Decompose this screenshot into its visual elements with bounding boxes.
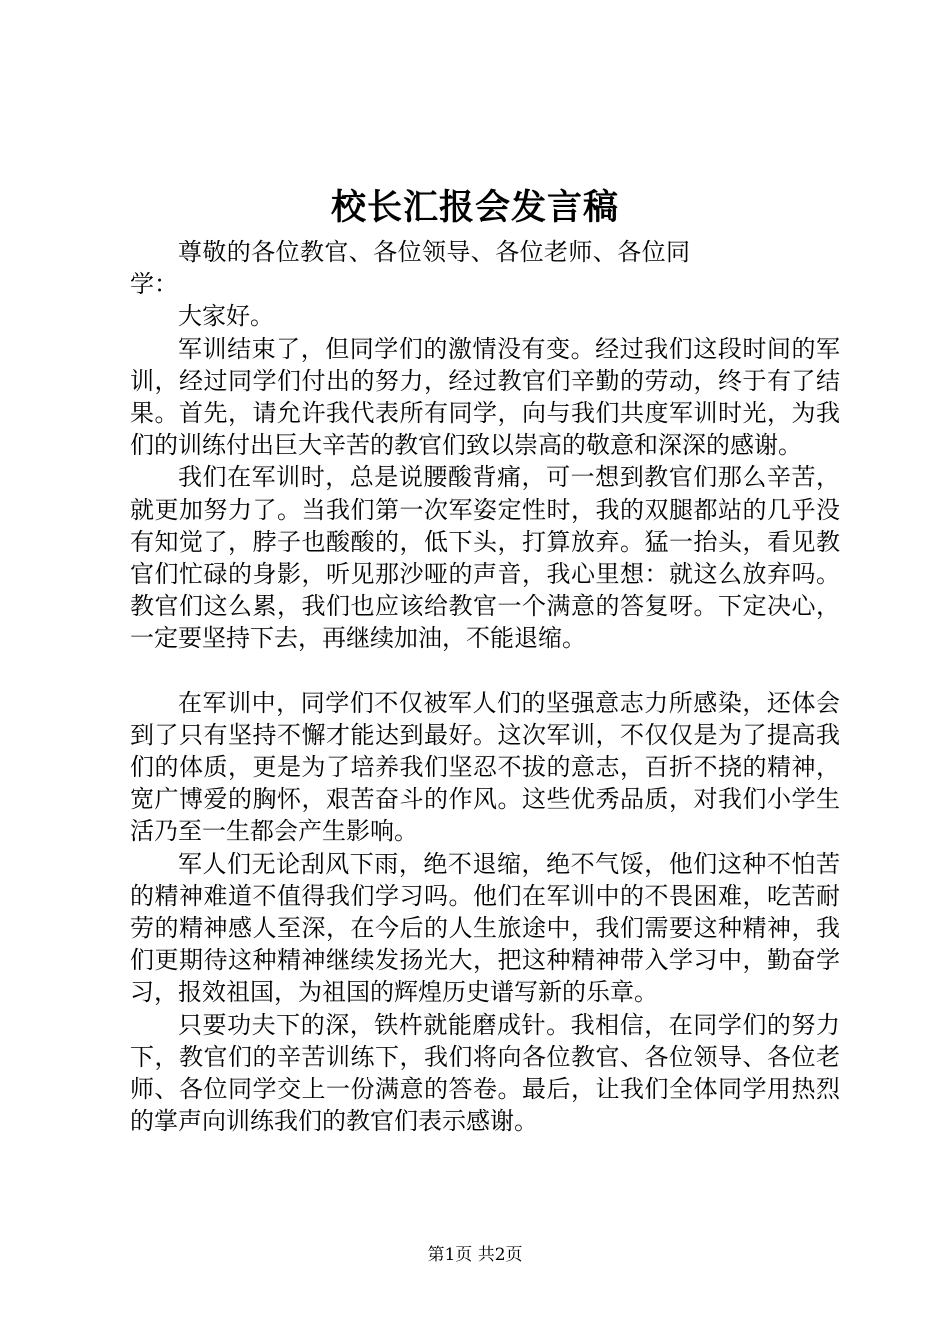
body-paragraph-3: 在军训中，同学们不仅被军人们的坚强意志力所感染，还体会到了只有坚持不懈才能达到最好。这次军训，不仅仅是为了提高我们的体质，更是为了培养我们坚忍不拔的意志，百折不挠的精神，宽广博爱的胸怀，艰苦奋斗的作风。这些优秀品质，对我们小学生活乃至一生都会产生影响。	[130, 688, 840, 846]
document-body	[130, 236, 840, 1137]
page-number-footer: 第1页 共2页	[427, 1245, 523, 1265]
body-paragraph-5: 只要功夫下的深，铁杵就能磨成针。我相信，在同学们的努力下，教官们的辛苦训练下，我们将向各位教官、各位领导、各位老师、各位同学交上一份满意的答卷。最后，让我们全体同学用热烈的掌声向训练我们的教官们表示感谢。	[130, 1010, 840, 1136]
document-title: 校长汇报会发言稿	[330, 187, 619, 228]
salutation-paragraph: 尊敬的各位教官、各位领导、各位老师、各位同学：	[130, 238, 690, 299]
body-paragraph-4: 军人们无论刮风下雨，绝不退缩，绝不气馁，他们这种不怕苦的精神难道不值得我们学习吗。他们在军训中的不畏困难，吃苦耐劳的精神感人至深，在今后的人生旅途中，我们需要这种精神，我们更期待这种精神继续发扬光大，把这种精神带入学习中，勤奋学习，报效祖国，为祖国的辉煌历史谱写新的乐章。	[130, 849, 840, 1007]
body-paragraph-2: 我们在军训时，总是说腰酸背痛，可一想到教官们那么辛苦，就更加努力了。当我们第一次军姿定性时，我的双腿都站的几乎没有知觉了，脖子也酸酸的，低下头，打算放弃。猛一抬头，看见教官们忙碌的身影，听见那沙哑的声音，我心里想：就这么放弃吗。教官们这么累，我们也应该给教官一个满意的答复呀。下定决心，一定要坚持下去，再继续加油，不能退缩。	[130, 463, 840, 653]
body-paragraph-1: 军训结束了，但同学们的激情没有变。经过我们这段时间的军训，经过同学们付出的努力，经过教官们辛勤的劳动，终于有了结果。首先，请允许我代表所有同学，向与我们共度军训时光，为我们的训练付出巨大辛苦的教官们致以崇高的敬意和深深的感谢。	[130, 334, 840, 460]
greeting-paragraph: 大家好。	[178, 302, 274, 331]
